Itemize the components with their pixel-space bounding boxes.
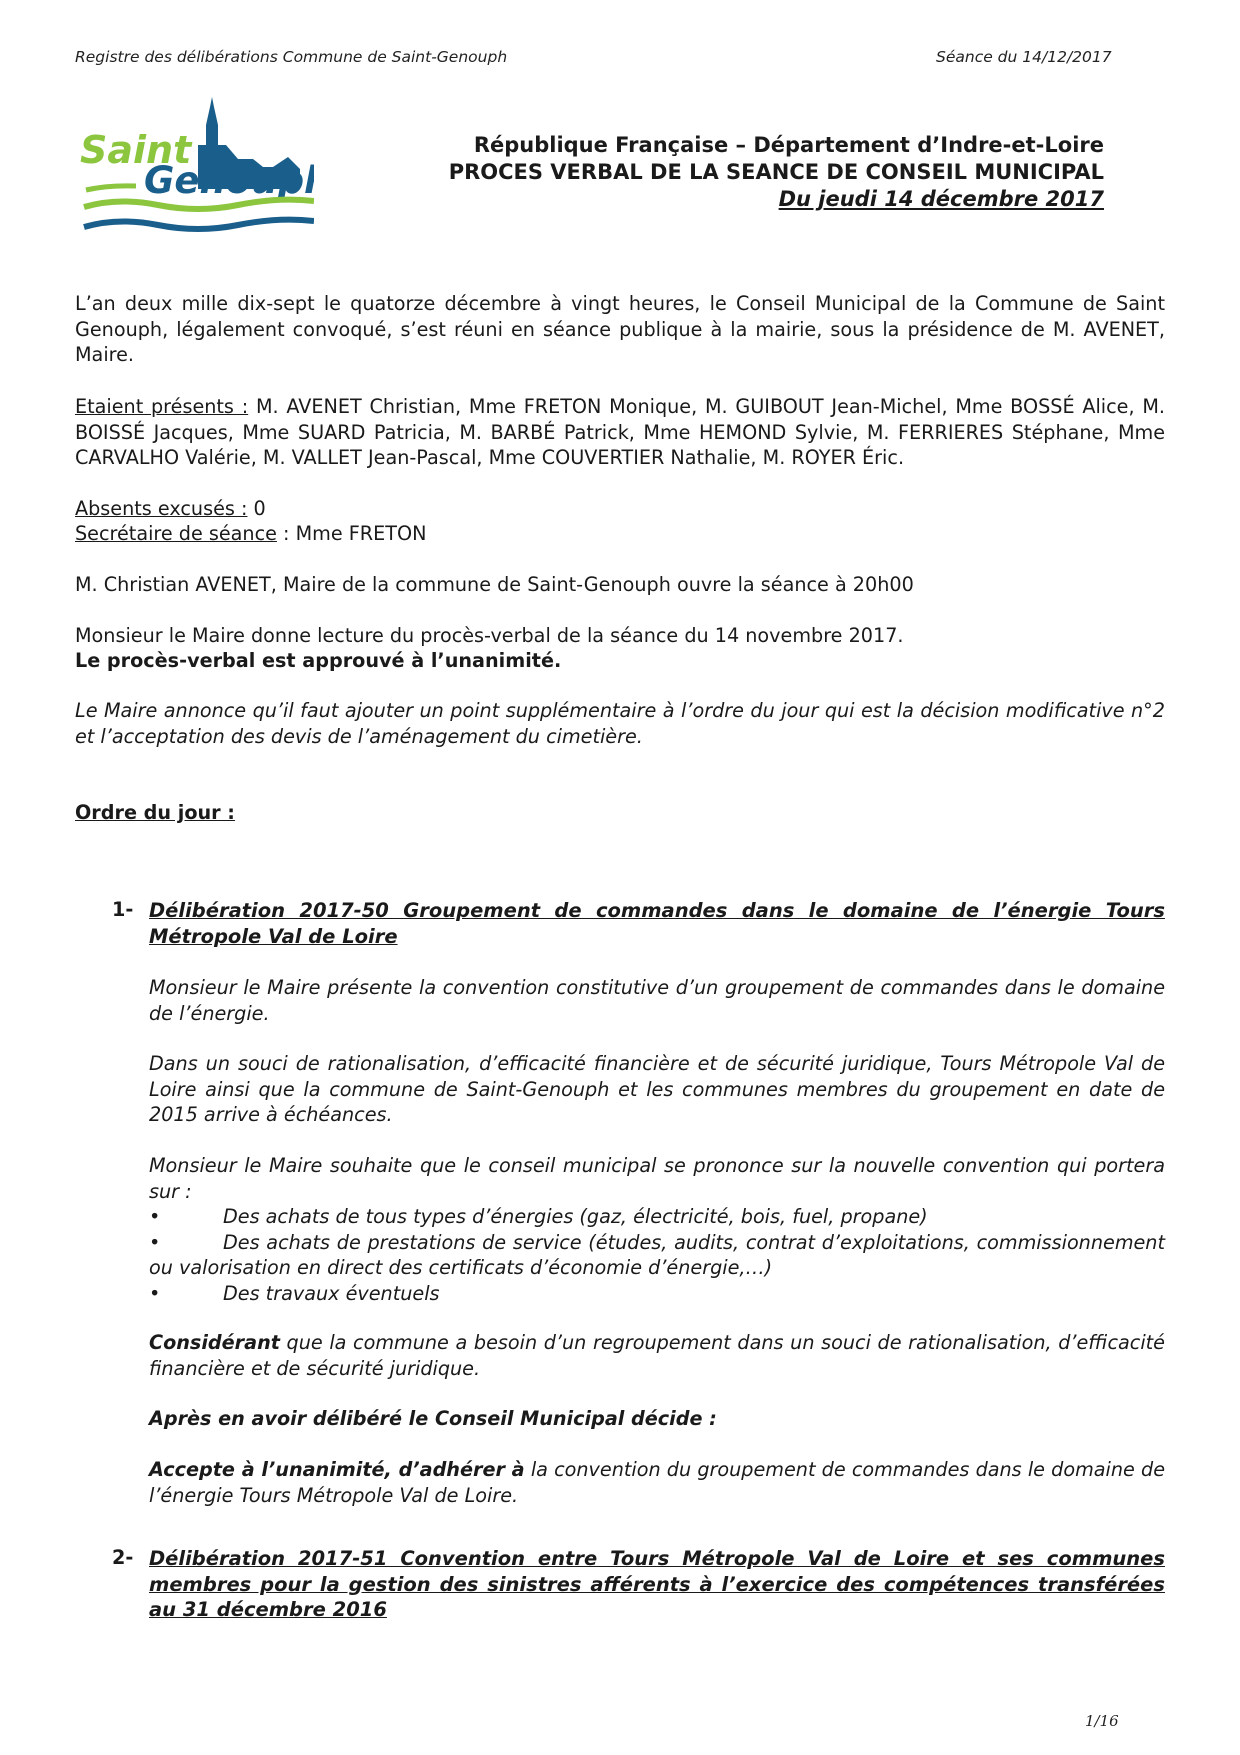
item-1-para-1: Monsieur le Maire présente la convention constitutive d’un groupement de commandes dans le domaine de l’énergie.	[149, 976, 1165, 1025]
saint-genouph-logo	[78, 97, 314, 237]
svg-text:Genouph: Genouph	[144, 159, 314, 202]
item-1-para-2: Dans un souci de rationalisation, d’efficacité financière et de sécurité juridique, Tours Métropole Val de Loire ainsi que la commune de Saint-Genouph et les communes membres du groupement en date de 2015 arrive à échéances.	[149, 1052, 1165, 1126]
bullet-item: • Des achats de tous types d’énergies (gaz, électricité, bois, fuel, propane)	[149, 1205, 928, 1228]
page-number: 1/16	[1085, 1712, 1119, 1730]
secretary-label: Secrétaire de séance	[75, 522, 277, 545]
present-label: Etaient présents :	[75, 395, 249, 418]
title-date: Du jeudi 14 décembre 2017	[778, 187, 1104, 211]
item-1-deliberation: Après en avoir délibéré le Conseil Municipal décide :	[149, 1407, 717, 1430]
absent-value: 0	[247, 497, 266, 520]
absent-line	[75, 496, 1165, 522]
title-republic: République Française – Département d’Indre-et-Loire	[473, 133, 1104, 157]
agenda-heading: Ordre du jour :	[75, 801, 235, 824]
bullet-icon: •	[149, 1230, 161, 1254]
considering-bold: Considérant	[149, 1331, 280, 1354]
item-1-bullet-list	[149, 1204, 1165, 1306]
document-title-block	[449, 132, 1104, 213]
opening-paragraph: L’an deux mille dix-sept le quatorze décembre à vingt heures, le Conseil Municipal de la Commune de Saint Genouph, légalement convoqué, s’est réuni en séance publique à la mairie, sous la présidence de M. AVENET, Maire.	[75, 292, 1165, 366]
agenda-item-1-number: 1-	[112, 898, 134, 921]
running-header-right: Séance du 14/12/2017	[936, 48, 1112, 66]
secretary-value: : Mme FRETON	[276, 522, 427, 545]
agenda-item-2-number: 2-	[112, 1546, 134, 1569]
bullet-item: • Des achats de prestations de service (études, audits, contrat d’exploitations, commissionnement ou valorisation en direct des certificats d’économie d’énergie,…)	[149, 1230, 1165, 1279]
reading-text: Monsieur le Maire donne lecture du procès-verbal de la séance du 14 novembre 2017.	[75, 624, 904, 647]
present-list: M. AVENET Christian, Mme FRETON Monique, M. GUIBOUT Jean-Michel, Mme BOSSÉ Alice, M. BOISSÉ Jacques, Mme SUARD Patricia, M. BARBÉ Patrick, Mme HEMOND Sylvie, M. FERRIERES Stéphane, Mme CARVALHO Valérie, M. VALLET Jean-Pascal, Mme COUVERTIER Nathalie, M. ROYER Éric.	[75, 395, 1165, 469]
decision-bold: Accepte à l’unanimité, d’adhérer à	[149, 1458, 525, 1481]
item-1-para-3: Monsieur le Maire souhaite que le conseil municipal se prononce sur la nouvelle convention qui portera sur :	[149, 1154, 1165, 1203]
announcement-text: Le Maire annonce qu’il faut ajouter un point supplémentaire à l’ordre du jour qui est la décision modificative n°2 et l’acceptation des devis de l’aménagement du cimetière.	[75, 699, 1165, 748]
bullet-icon: •	[149, 1205, 161, 1228]
agenda-item-1-title: Délibération 2017-50 Groupement de commandes dans le domaine de l’énergie Tours Métropole Val de Loire	[149, 899, 1165, 948]
absent-label: Absents excusés :	[75, 497, 248, 520]
decision-rest: la convention du groupement de commandes dans le domaine de l’énergie Tours Métropole Val de Loire.	[149, 1458, 1166, 1507]
church-silhouette-icon	[78, 97, 314, 237]
secretary-line	[75, 521, 1165, 547]
title-proces-verbal: PROCES VERBAL DE LA SEANCE DE CONSEIL MUNICIPAL	[448, 160, 1104, 184]
item-1-considering	[149, 1330, 1165, 1381]
approved-text: Le procès-verbal est approuvé à l’unanimité.	[75, 649, 562, 672]
agenda-item-2-title: Délibération 2017-51 Convention entre Tours Métropole Val de Loire et ses communes membres pour la gestion des sinistres afférents à l’exercice des compétences transférées au 31 décembre 2016	[149, 1547, 1165, 1621]
svg-text:Saint: Saint	[80, 128, 192, 172]
running-header-left: Registre des délibérations Commune de Saint-Genouph	[75, 48, 508, 66]
attendance-paragraph	[75, 394, 1165, 471]
item-1-decision	[149, 1457, 1165, 1508]
bullet-icon: •	[149, 1281, 161, 1305]
considering-rest: que la commune a besoin d’un regroupement dans un souci de rationalisation, d’efficacité financière et de sécurité juridique.	[149, 1331, 1165, 1380]
session-opening-text: M. Christian AVENET, Maire de la commune de Saint-Genouph ouvre la séance à 20h00	[75, 573, 914, 596]
bullet-item: • Des travaux éventuels	[149, 1281, 440, 1305]
